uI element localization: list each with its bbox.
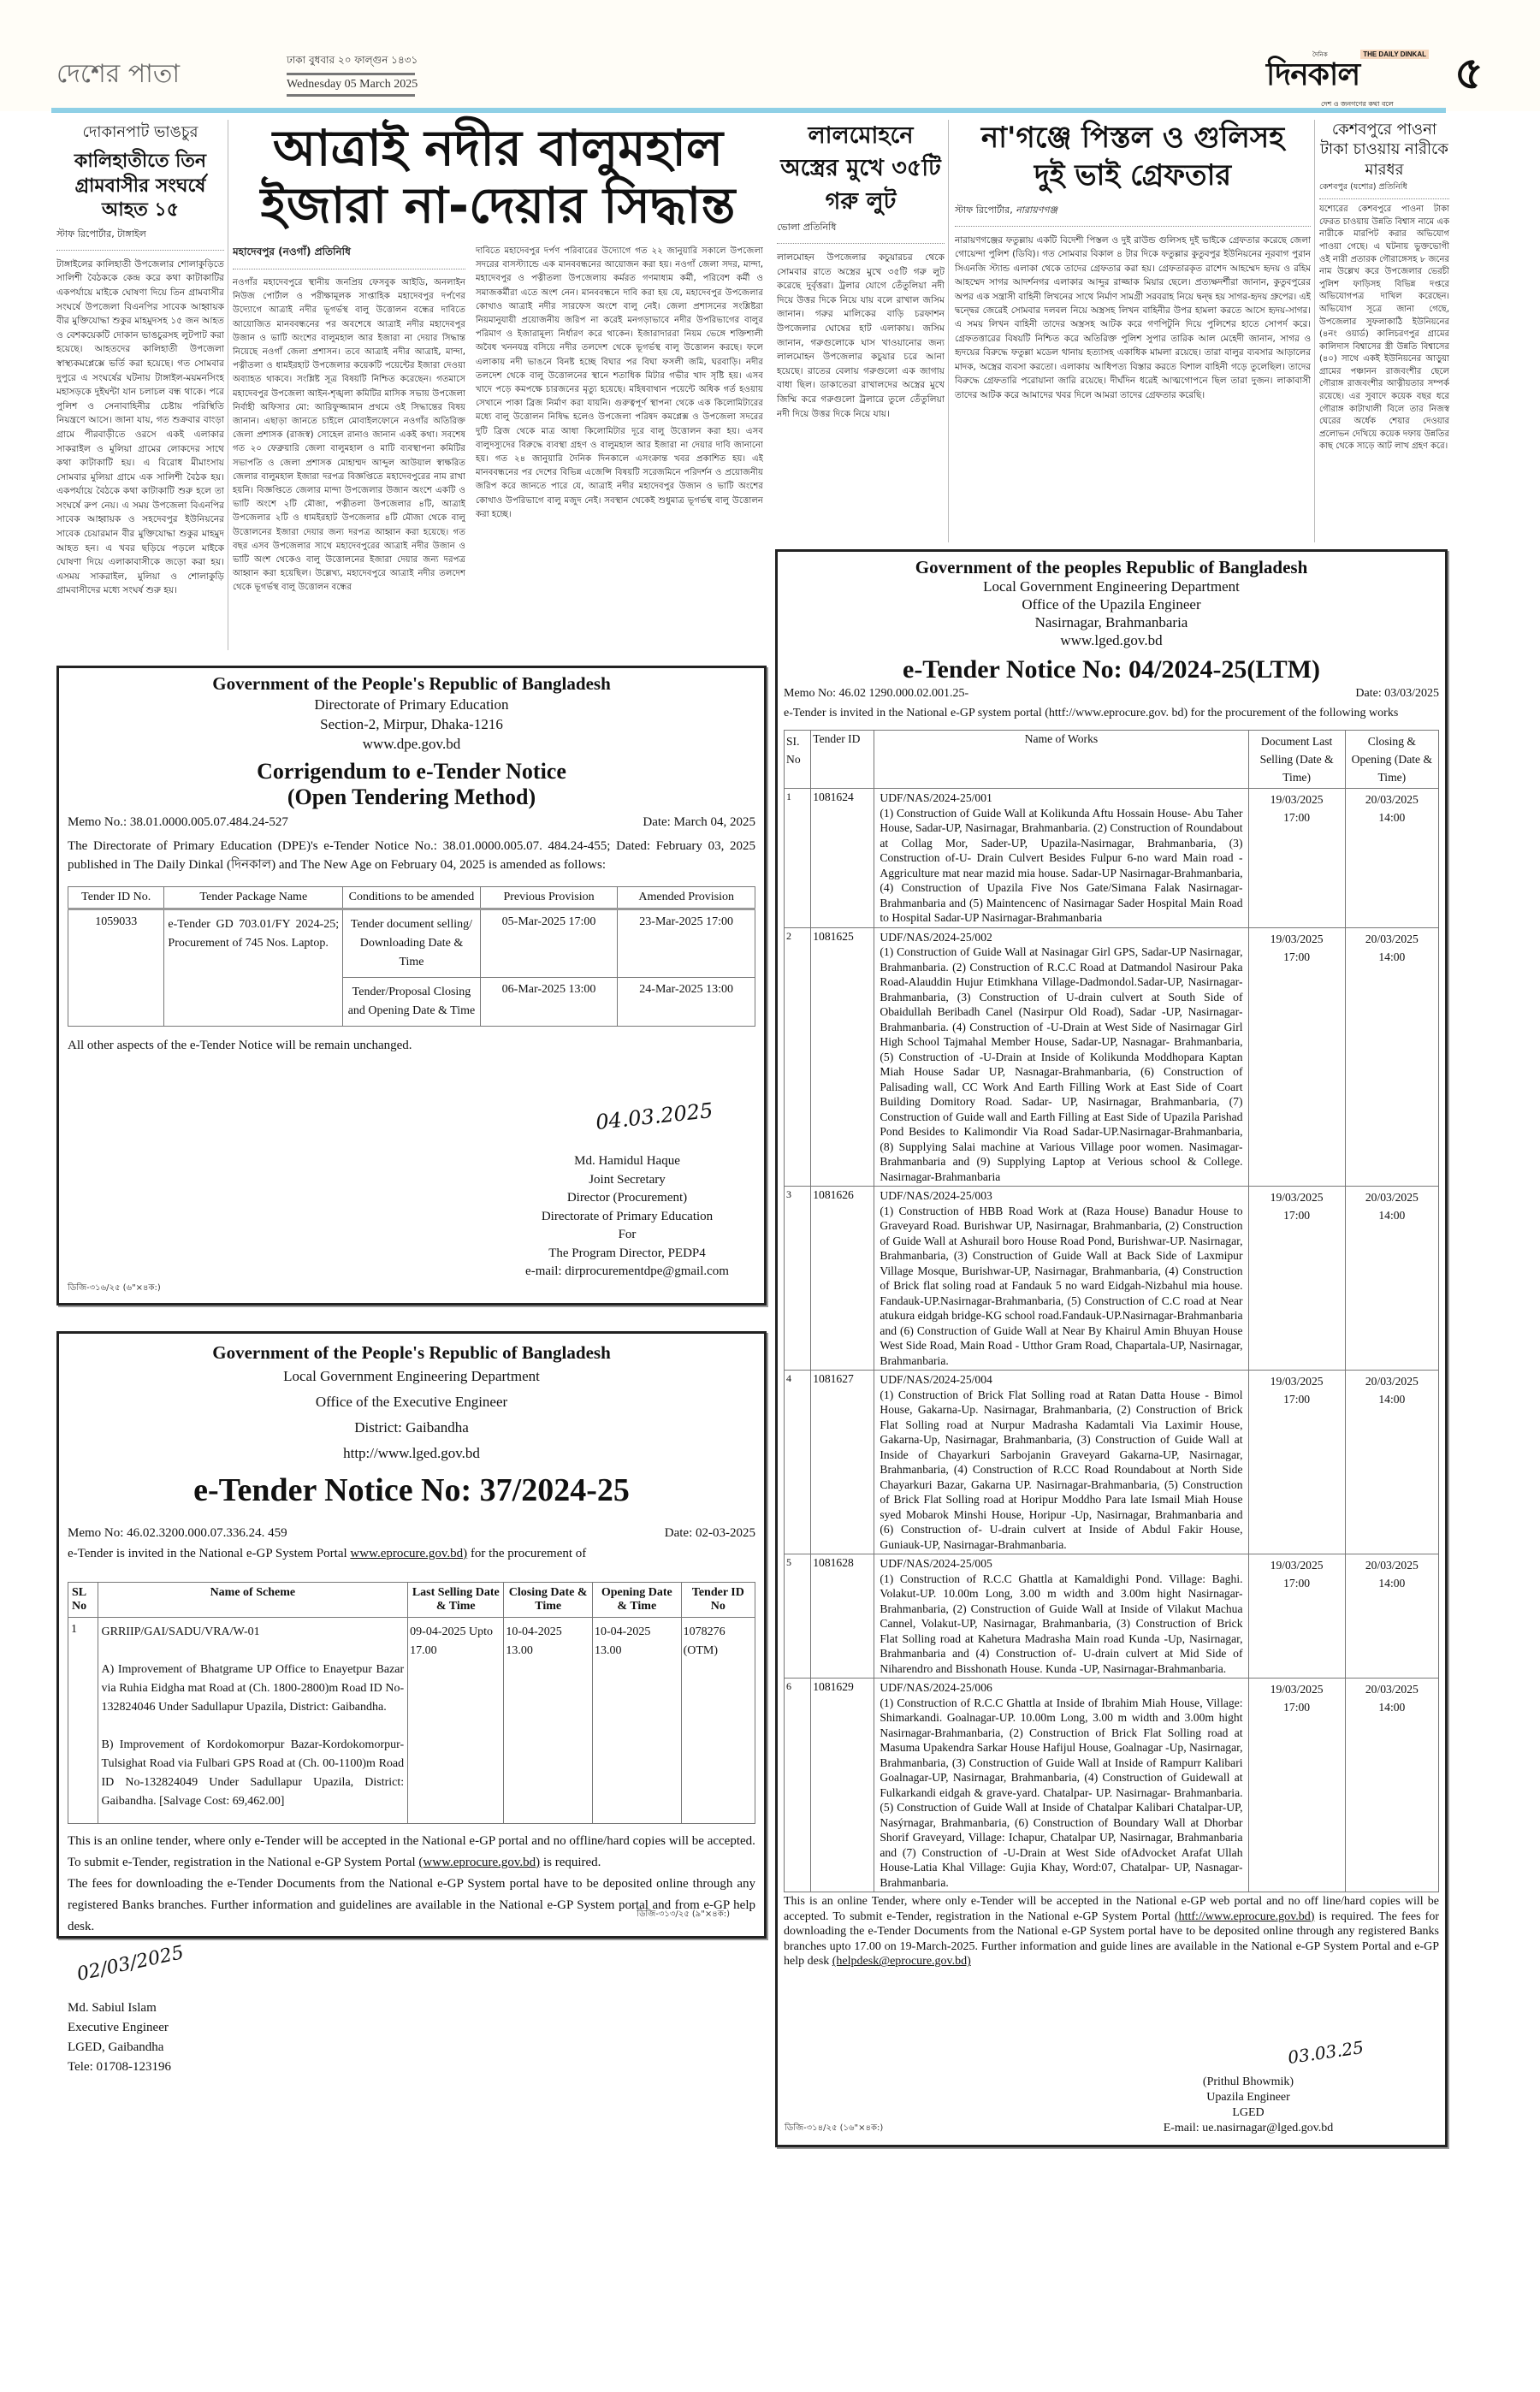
- notice-website[interactable]: www.dpe.gov.bd: [362, 736, 461, 752]
- memo-number: Memo No: 46.02 1290.000.02.001.25-: [784, 687, 969, 700]
- story-narayanganj: [955, 120, 1311, 542]
- table-header-row: [68, 1583, 755, 1618]
- story-byline: স্টাফ রিপোর্টার, টাঙ্গাইল: [56, 227, 224, 251]
- table-header-row: [785, 731, 1439, 789]
- selling-date-cell: 19/03/2025 17:00: [1248, 1371, 1345, 1554]
- story-body: টাঙ্গাইলের কালিহাতী উপজেলার শোলাকুড়িতে সালিশী বৈঠককে কেন্দ্র করে কথা কাটাকাটির একপর্যায়ে মাইকে ঘোষণা দিয়ে তিন গ্রামবাসীর সংঘর্ষে উপজেলা বিএনপির সাবেক আহ্বায়ক বীর মুক্তিযোদ্ধা শুকুর মাহমুদসহ ১৫ জন আহত ও বেশকয়েকটি দোকান ভাঙচুরসহ লুটপাট করা হয়েছে। আহতদের কালিহাতী উপজেলা স্বাস্থ্যকমপ্লেক্সে ভর্তি করা হয়েছে। গত সোমবার দুপুরে এ সংঘর্ষের ঘটনায় টাঙ্গাইল-ময়মনসিংহ মহাসড়কে দুইঘন্টা যান চলাচল বন্ধ থাকে। পরে পুলিশ ও সেনাবাহিনীর চেষ্টায় পরিস্থিতি নিয়ন্ত্রণে আসে। জানা যায়, গত শুক্রবার বাংড়া গ্রামে পীরবাড়ীতে ওরসে একই এলাকার সাকরাইল ও মুলিয়া গ্রামের লোকদের সাথে কথা কাটাকাটি হয়। এ বিরোধ মীমাংসায় সোমবার মুলিয়া গ্রামে এক সালিশী বৈঠক হয়। একপর্যায়ে বৈঠকে কথা কাটাকাটি শুরু হলে তা সংঘর্ষে রুপ নেয়। এ সময় উপজেলা বিএনপির সাবেক আহ্বায়ক ও সহদেবপুর ইউনিয়নের সাবেক চেয়ারমান বীর মুক্তিযোদ্ধা শুকুর মাহমুদ আহত হন। এ খবর ছড়িয়ে পড়লে মাইকে ঘোষণা দিয়ে এলাকাবাসীকে জড়ো করা হয়। এসময় সাকরাইল, মুলিয়া ও শোলাকুড়ি গ্রামবাসীদের মধ্যে সংঘর্ষ শুরু হয়।: [56, 258, 224, 596]
- newspaper-logo: [1266, 50, 1446, 110]
- story-lalmohan: [777, 120, 945, 542]
- table-header-row: [68, 887, 755, 909]
- story-byline: ভোলা প্রতিনিধি: [777, 220, 945, 244]
- notice-footer: [784, 1894, 1439, 1969]
- intro-text: e-Tender is invited in the National e-GP System Portal: [68, 1547, 347, 1560]
- column-header: Closing Date & Time: [504, 1583, 593, 1618]
- signatory-block: [499, 1152, 755, 1282]
- works-description: (1) Construction of R.C.C Ghattla at Inside of Ibrahim Miah House, Village: Shimarkandi. Goalnagar-UP. 10.00m Long, 3.00 m width and 3.00m hight Nasirnagar-Brahmanbaria, (2) Construction of Brick Flat Solling road at Masuma Upakendra Sarkar House Hafijul House, Goalnagar -Up, Nasirnagar, Brahmanbaria, (3) Construction of Guide Wall at Inside of Rampurr Kalibari Goalnagar-UP, Nasirnagar, Brahmanbaria, (4) Construction of Guidewall at Fulkarkandi eidgah & grave-yard. Chatalpar- UP. Nasirnagar- Brahmanbaria. (5) Construction of Guide Wall at Inside of Chatalpar Kalibari Chatalpar-UP, Nasýrnagar, Brahmanbaria, (6) Construction of Boundary Wall at Dhorbar Shorif Graveyard, Village: Ichapur, Chatalpar UP, Nasirnagar, Brahmanbaria and (7) Construction of -U-Drain at West Side ofAdvocket Arafat Ullah House-Latia Khal Village: Gujia Khay, Word:07, Chatalpar- UP, Nasnagar-Brahmanbaria.: [880, 1696, 1243, 1889]
- column-header: Closing & Opening (Date & Time): [1345, 731, 1438, 789]
- notice-website[interactable]: www.lged.gov.bd: [1060, 632, 1163, 648]
- notice-gaibandha: [56, 1331, 767, 2074]
- table-row: [68, 1618, 755, 1824]
- notice-location: Nasirnagar, Brahmanbaria: [1034, 614, 1188, 631]
- story-keshabpur: [1319, 120, 1449, 542]
- signatory-office: LGED, Gaibandha: [68, 2040, 164, 2054]
- tender-id-cell: 1081627: [811, 1371, 874, 1554]
- notice-footer-note: All other aspects of the e-Tender Notice will be remain unchanged.: [68, 1039, 412, 1052]
- eprocure-link[interactable]: (www.eprocure.gov.bd): [418, 1856, 541, 1869]
- package-code: UDF/NAS/2024-25/005: [880, 1557, 992, 1570]
- sl-cell: 6: [785, 1679, 811, 1892]
- helpdesk-email-link[interactable]: (helpdesk@eprocure.gov.bd): [832, 1955, 971, 1969]
- section-name: দেশের পাতা: [56, 59, 181, 89]
- signatory-phone: Tele: 01708-123196: [68, 2060, 172, 2074]
- signatory-office: Directorate of Primary Education: [541, 1209, 714, 1223]
- story-body: নারায়ণগঞ্জের ফতুল্লায় একটি বিদেশী পিস্তল ও দুই রাউন্ড গুলিসহ দুই ভাইকে গ্রেফতার করেছে জেলা গোয়েন্দা পুলিশ (ডিবি)। গত সোমবার বিকাল ৪ টার দিকে ফতুল্লার কুতুবপুর ইউনিয়নের নূরবাগ পুরান সিএনজি স্ট্যান্ড এলাকা থেকে তাদের গ্রেফতার করা হয়। গ্রেফতারকৃত রাশেদ আহম্মেদ হৃদয় ও রহিম আহম্মেদ সাগর আদর্শনগর এলাকার আব্দুর রাজ্জাক মিয়ার ছেলে। প্রত্যক্ষদর্শীরা জানান, কুতুবপুরের অপর এক সন্ত্রাসী বাহিনী লিখনের সাথে নির্মাণ সামগ্রী সরবরাহ নিয়ে দ্বন্দ্ব হয় সাগর-হৃদয় গ্রুপের। এই দ্বন্দ্বের জেরেই সোমবার দলবল নিয়ে অস্ত্রসহ লিখন বাহিনীর উপর হামলা করতে আসে হৃদয়-সাগর। এ সময় লিখন বাহিনী তাদের অস্ত্রসহ আটক করে গণপিটুনি দিয়ে পুলিশের হাতে সোপর্দ করে। গ্রেফতত্তারের বিষয়টি নিশ্চিত করে অতিরিক্ত পুলিশ সুপার তারিক আল মেহেদী জানান, সাগর ও হৃদয়ের বিরুদ্ধে ফতুল্লা মডেল থানায় হত্যাসহ একাধিক মামলা রয়েছে। তারা বালুর ব্যবসার আড়ালের মাদক, অস্ত্রের ব্যবসা করতো। এলাকায় আধিপত্য বিস্তার করতে বিশাল বাহিনী গড়ে তুলেছিল। তাদের বিরুদ্ধে গ্রেফতারি পরোয়ানা জারি রয়েছে। দীর্ঘদিন ধরেই আত্মগোপনে ছিল তারা দুজন। লাকাবাসী তাদের আটক করে আমাদের খবর দিলে আমরা তাদের গ্রেফতার করেছি।: [955, 235, 1311, 400]
- column-header: Opening Date & Time: [593, 1583, 682, 1618]
- tender-id-cell: 1081629: [811, 1679, 874, 1892]
- sl-cell: 1: [785, 789, 811, 928]
- condition-cell: Tender/Proposal Closing and Opening Date & Time: [343, 978, 481, 1027]
- story-headline-line1: না'গঞ্জে পিস্তল ও গুলিসহ: [980, 121, 1285, 155]
- notice-para-online: This is an online tender, where only e-Tender will be accepted in the National e-GP portal and no offline/hard copies will be accepted.: [68, 1834, 755, 1848]
- byline-location: নারায়ণগঞ্জ: [1016, 204, 1057, 216]
- works-cell: [874, 927, 1248, 1187]
- page-number: ৫: [1454, 48, 1484, 99]
- closing-date-cell: 20/03/2025 14:00: [1345, 789, 1438, 928]
- para-text: To submit e-Tender, registration in the National e-GP System Portal: [68, 1856, 416, 1869]
- byline-role: স্টাফ রিপোর্টার,: [955, 204, 1013, 216]
- package-name-cell: e-Tender GD 703.01/FY 2024-25; Procurement of 745 Nos. Laptop.: [164, 909, 343, 1027]
- works-cell: [874, 789, 1248, 928]
- signatory-title: Executive Engineer: [68, 2021, 169, 2034]
- story-headline-line1: আত্রাই নদীর বালুমহাল: [272, 119, 724, 177]
- previous-provision-cell: 05-Mar-2025 17:00: [480, 909, 618, 978]
- notice-district: District: Gaibandha: [354, 1419, 469, 1436]
- story-body: দাবিতে মহাদেবপুর দর্পণ পরিবারের উদ্যোগে গত ২২ জানুয়ারি সকালে উপজেলা সদরের বাসস্ট্যান্ডে এক মানববন্ধনের আয়োজন করা হয়। নওগাঁ জেলা সদর, মান্দা, মহাদেবপুর ও পত্নীতলা উপজেলায় কর্মরত গণমাধ্যম কর্মী, পরিবেশ কর্মী ও সমাজকর্মীরা এতে অংশ নেন। মানববন্ধনে দাবি করা হয় যে, মহাদেবপুর উপজেলার কোথাও আত্রাই নদীর সারফেস অংশে বালু নেই। জেলা প্রশাসনের সংশ্লিষ্টরা নিয়মানুযায়ী প্রয়োজনীয় জরিপ না করেই মনগড়াভাবে নদীর উপরিভাগের বালুর পরিমাণ ও ইজারামূল্য নির্ধারণ করে থাকেন। ইজারাদাররা নিয়ম ভেঙ্গে শক্তিশালী অবৈধ খননযন্ত্র বসিয়ে নদীর তলদেশ থেকে ভূগর্ভস্থ বালু উত্তোলন করছে। ফলে এলাকায় নদী ভাঙনে বিনষ্ট হচ্ছে বিঘার পর বিঘা ফসলী জমি, ঘরবাড়ি। নদীর তলদেশ থেকে বালু উত্তোলনের স্থানে শতাধিক মিটার গভীর খাদ সৃষ্টি হয়। এসব খাদে পড়ে কমপক্ষে চারজনের মৃত্যু হয়েছে। মহিষবাথান পয়েন্টে অধিক গর্ত হওয়ায় সেখানে পাকা ব্রিজ নির্মাণ করা যায়নি। গুরুত্বপূর্ণ স্থাপনা থেকে এক কিলোমিটারের মধ্যে বালু উত্তোলন নিষিদ্ধ হলেও উপজেলা পরিষদ কমপ্লেক্স ও উপজেলা সদরের দুটি ব্রিজ থেকে মাত্র আধা কিলোমিটার দূরে বালু উত্তোলন করা হয়। এসব বালুদস্যুদের বিরুদ্ধে ব্যবস্থা গ্রহণ ও বালুমহাল আর ইজারা না দেয়ার দাবি জানানো হয়। গত ২৪ জানুয়ারি দৈনিক দিনকালে এসংক্রান্ত খবর প্রকাশিত হয়। এই মানববন্ধনের পর দেশের বিভিন্ন এজেন্সি বিষয়টি সরেজমিনে পরিদর্শন ও প্রয়োজনীয় জরিপ করে জানতে পারে যে, আত্রাই নদীর মহাদেবপুর উজান ও ভাটি অংশের কোথাও উপরিভাগে বালু মজুদ নেই। সবস্থান থেকেই শুধুমাত্র ভূগর্ভস্থ বালু উত্তোলন করা হচ্ছে।: [476, 246, 763, 519]
- tender-id-cell: 1078276 (OTM): [681, 1618, 755, 1824]
- footer-text: This is an online Tender, where only e-Tender will be accepted in the National e-GP web portal and no off line/hard copies will be accepted. To submit e-Tender, registration in the National e-GP System Portal: [784, 1895, 1439, 1923]
- works-cell: [874, 1679, 1248, 1892]
- package-code: UDF/NAS/2024-25/004: [880, 1373, 992, 1386]
- notice-address-line: Section-2, Mirpur, Dhaka-1216: [320, 716, 503, 732]
- notice-government: Government of the People's Republic of Bangladesh: [212, 673, 611, 694]
- notice-title: e-Tender Notice No: 37/2024-25: [193, 1472, 630, 1508]
- scheme-code: GRRIIP/GAI/SADU/VRA/W-01: [101, 1625, 260, 1638]
- column-header: Conditions to be amended: [343, 887, 481, 909]
- selling-date-cell: 19/03/2025 17:00: [1248, 789, 1345, 928]
- works-table: [784, 730, 1439, 1892]
- story-headline-line2: ইজারা না-দেয়ার সিদ্ধান্ত: [260, 176, 736, 235]
- notice-meta: [68, 815, 755, 830]
- story-body: লালমোহন উপজেলার কচুয়ারচর থেকে সোমবার রাতে অস্ত্রের মুখে ৩৫টি গরু লুট করেছে দুর্বৃত্তরা। ট্রলার যোগে তেঁতুলিয়া নদী দিয়ে উত্তর দিকে নিয়ে যায় বলে রাখাল জসিম জানান। গরুর মালিকের বাড়ি চরফাশন উপজেলার ঘোষের হাট এলাকায়। জসিম জানান, গরুগুলোকে ঘাস খাওয়ানোর জন্য লালমোহন উপজেলার কচুয়ার চরে আনা হয়েছে। রাতের বেলায় গরুগুলো এক জাগায় বাধা ছিল। ডাকাতেরা রাখালদের অস্ত্রের মুখে জিম্মি করে গরুগুলো ট্রলারে তুলে তেঁতুলিয়া নদী দিয়ে উত্তর দিকে নিয়ে যায়।: [777, 252, 945, 419]
- package-code: UDF/NAS/2024-25/001: [880, 791, 992, 804]
- table-row: [785, 1371, 1439, 1554]
- footer-text: is required. The fees for downloading the e-Tender Documents from the National e-GP System portal have to be deposited online through any registered Banks branches upto 17.00 on 19-March-2025. Further information and guide lines are available in the National e-GP System Portal and e-GP help desk: [784, 1909, 1439, 1969]
- memo-number: Memo No: 46.02.3200.000.07.336.24. 459: [68, 1526, 287, 1540]
- column-header: Last Selling Date & Time: [408, 1583, 504, 1618]
- amended-provision-cell: 24-Mar-2025 13:00: [618, 978, 755, 1027]
- column-header: Tender ID No.: [68, 887, 164, 909]
- notice-office-line: Directorate of Primary Education: [314, 696, 509, 713]
- signatory-email[interactable]: e-mail: dirprocurementdpe@gmail.com: [525, 1264, 729, 1278]
- tender-id-cell: 1059033: [68, 909, 164, 1027]
- issue-date: [287, 53, 418, 97]
- story-body: যশোরের কেশবপুরে পাওনা টাকা ফেরত চাওয়ায় উন্নতি বিশ্বাস নামে এক নারীকে মারপিট করার অভিযোগ পাওয়া গেছে। এ ঘটনায় ভুক্তভোগী ওই নারী প্রতারক গৌরাঙ্গেসহ ৮ জনের নাম উল্লেখ করে উপজেলার ভেরচী পুলিশ ফাড়িসহ বিভিন্ন দপ্তরে অভিযোগপত্র দাখিল করেছেন। অভিযোগ সূত্রে জানা গেছে, উপজেলার সুফলাকাঠি ইউনিয়নের (৪নং ওয়ার্ড) কালিচরণপুর গ্রামের কালিদাস বিশ্বাসের স্ত্রী উন্নতি বিশ্বাসের (৪০) সাথে একই ইউনিয়নের আড়ুয়া গ্রামের পঞ্চানন রাজবংশীর ছেলে গৌরাঙ্গ রাজবংশীর আত্নীয়তার সম্পর্ক রয়েছে। এর সুবাদে কয়েক বছর ধরে গৌরাঙ্গ কাটাখালী বিলে তার নিজস্ব ঘেরের অর্ধেক শেয়ার দেওয়ার প্রলোভন দেখিয়ে কয়েক দফায় উন্নতির কাছ থেকে সাড়ে আট লাখ গ্রহণ করে।: [1319, 204, 1449, 452]
- works-description: (1) Construction of R.C.C Ghattla at Kamaldighi Pond. Village: Baghi. Volakut-UP. 10.00m Long, 3.00 m width and 3.00m hight Nasirnagar-Brahmanbaria, (2) Construction of Guide Wall at Inside of Vilakut Machua Cannel, Volakut-UP, Nasirnagar, Brahmanbaria, (3) Construction of Brick Flat Solling road at Kahetura Madrasha Main road Kunda -Up, Nasirnagar, Brahmanbaria and (4) Construction of- U-drain culvert at Mid Side of Niharendro and Bisshonath House. Kunda -UP, Nasirnagar-Brahmanbaria.: [880, 1572, 1243, 1675]
- works-description: (1) Construction of Brick Flat Solling road at Ratan Datta House - Bimol House, Gakarna-Up. Nasirnagar, Brahmanbaria, (2) Construction of Brick Flat Solling road at Nurpur Madrasha Kadamtali Via Laximir House, Gakarna-Up, Nasirnagar, Brahmanbaria, (3) Construction of Guide Wall at Inside of Chayarkuri Sarbojanin Graveyard Gakarna-UP, Nasirnagar, Brahmanbaria, (4) Construction of R.CC Road Roundabout at North Side Chayarkuri Bazar, Gakarna UP. Nasirnagar-Brahmanbaria, (5) Construction of Brick Flat Solling road at Horipur Moddho Para late Ismail Miah House syed Mobarok Minshi House, Horipur -Up, Nasirnagar, Brahmanbaria and (6) Construction of- U-drain culvert at Inside of Abdul Fakir House, Guniauk-UP, Nasirnagar-Brahmanbaria.: [880, 1388, 1243, 1551]
- notice-date: Date: 03/03/2025: [1355, 687, 1439, 700]
- notice-intro: [68, 1544, 755, 1563]
- signatory-email[interactable]: E-mail: ue.nasirnagar@lged.gov.bd: [1163, 2122, 1334, 2134]
- package-code: UDF/NAS/2024-25/002: [880, 930, 992, 944]
- works-description: (1) Construction of HBB Road Work at (Raza House) Banadur House to Graveyard Road. Burishwar UP, Nasirnagar, Brahmanbaria, (2) Construction of Guide Wall at Ashurail boro House Road Pond, Burishwar-UP. Nasirnagar, Brahmanbaria, (3) Construction of Guide Wall at Back Side of Laxmipur Village Mosque, Burishwar-UP, Nasirnagar, Brahmanbaria, (4) Construction of Brick flat soling road at Fandauk 5 no ward Eidgah-Nizbahul mia house. Fandauk-UP.Nasirnagar-Brahmanbaria, (5) Construction of C.C road at Near atukura eidgah bridge-KG school road.Fandauk-UP.Nasirnagar-Brahmanbaria and (6) Construction of Guide Wall at Near By Khairul Amin Bhuyan House West Side Road, Main Road - Utthor Gram Road, Chapartala-UP, Nasirnagar, Brahmanbaria.: [880, 1204, 1243, 1367]
- column-header: Amended Provision: [618, 887, 755, 909]
- scheme-item-a: A) Improvement of Bhatgrame UP Office to Enayetpur Bazar via Ruhia Eidgha mat Road at (Ch. 1800-2800)m Road ID No-132824046 Under Sadullapur Upazila, District: Gaibandha.: [101, 1663, 405, 1714]
- logo-small-label: দৈনিক: [1312, 51, 1328, 58]
- column-header: Document Last Selling (Date & Time): [1248, 731, 1345, 789]
- closing-date-cell: 20/03/2025 14:00: [1345, 1679, 1438, 1892]
- tender-id-cell: 1081624: [811, 789, 874, 928]
- dg-code: ডিজি-৩১৩/২৫ (৯"×৪ক:): [637, 1909, 730, 1919]
- previous-provision-cell: 06-Mar-2025 13:00: [480, 978, 618, 1027]
- signatory-block: [68, 1998, 755, 2077]
- notice-dpe-corrigendum: [56, 666, 767, 1306]
- scheme-cell: [98, 1618, 408, 1824]
- notice-meta: [784, 687, 1439, 701]
- story-atrai-col2: [476, 245, 763, 657]
- column-divider: [948, 120, 949, 542]
- notice-date: Date: 02-03-2025: [664, 1526, 755, 1540]
- story-atrai-col1: [233, 245, 465, 657]
- table-row: [68, 909, 755, 978]
- story-byline: [955, 203, 1311, 227]
- sl-cell: 5: [785, 1554, 811, 1679]
- signature-date: 02/03/2025: [74, 1942, 187, 1986]
- notice-nasirnagar: [775, 549, 1448, 2147]
- closing-date-cell: 20/03/2025 14:00: [1345, 927, 1438, 1187]
- signatory-name: Md. Sabiul Islam: [68, 2001, 157, 2015]
- selling-date-cell: 19/03/2025 17:00: [1248, 1679, 1345, 1892]
- notice-meta: [68, 1526, 755, 1541]
- eprocure-link[interactable]: www.eprocure.gov.bd): [350, 1547, 468, 1560]
- column-header: Name of Works: [874, 731, 1248, 789]
- notice-government: Government of the People's Republic of Bangladesh: [212, 1342, 611, 1363]
- story-headline-line2: দুই ভাই গ্রেফতার: [1034, 157, 1232, 192]
- table-row: [785, 789, 1439, 928]
- amendment-table: [68, 886, 755, 1027]
- story-headline: কেশবপুরে পাওনা টাকা চাওয়ায় নারীকে মারধর: [1320, 121, 1448, 179]
- story-headline: লালমোহনে অস্ত্রের মুখে ৩৫টি গরু লুট: [780, 122, 941, 215]
- signatory-block: [1137, 2075, 1359, 2136]
- notice-office-line: Local Government Engineering Department: [283, 1368, 540, 1384]
- sl-cell: 2: [785, 927, 811, 1187]
- closing-date-cell: 20/03/2025 14:00: [1345, 1554, 1438, 1679]
- signature: [594, 1098, 714, 1134]
- column-header: SL No: [68, 1583, 98, 1618]
- notice-office-line: Office of the Upazila Engineer: [1022, 596, 1201, 613]
- scheme-table: [68, 1582, 755, 1824]
- amended-provision-cell: 23-Mar-2025 17:00: [618, 909, 755, 978]
- sl-cell: 1: [68, 1618, 98, 1824]
- column-header: Tender ID: [811, 731, 874, 789]
- notice-title: Corrigendum to e-Tender Notice: [257, 759, 566, 784]
- logo-wordmark: দিনকাল: [1266, 57, 1360, 92]
- notice-title: e-Tender Notice No: 04/2024-25(LTM): [903, 655, 1320, 684]
- eprocure-link[interactable]: (httf://www.eprocure.gov.bd): [1174, 1909, 1315, 1923]
- signatory-for: For: [618, 1228, 637, 1241]
- table-row: [785, 927, 1439, 1187]
- story-kicker: দোকানপাট ভাঙচুর: [82, 123, 198, 141]
- dg-code: ডিজি-৩১৪/২৫ (১৬"×৪ক:): [785, 2123, 884, 2133]
- notice-office-line: Office of the Executive Engineer: [315, 1394, 508, 1410]
- notice-para-fees: The fees for downloading the e-Tender Documents from the National e-GP System portal have to be deposited online through any registered Banks branches. Further information and guidelines are available in the National e-GP System portal and from e-GP help desk.: [68, 1877, 755, 1933]
- story-body: নওগাঁর মহাদেবপুরে স্থানীয় জনপ্রিয় ফেসবুক আইডি, অনলাইন নিউজ পোর্টাল ও পরীক্ষামূলক সাপ্তাহিক মহাদেবপুর দর্পণের উদ্যোগে আত্রাই নদীর ভূগর্ভস্থ বালু উত্তোলন বন্ধের দাবিতে আয়োজিত মানববন্ধনের পর অবশেষে আত্রাই নদীর মহাদেবপুর উজান ও ভাটি অংশের বালুমহাল আর ইজারা না দেয়ার সিদ্ধান্ত নিয়েছে নওগাঁ জেলা প্রশাসন। তবে আত্রাই নদীর আত্রাই, মান্দা, পত্নীতলা ও ধামইরহাট উপজেলার কয়েকটি পয়েন্টের ইজারা দেওয়া অব্যাহত থাকবে। সংশ্লিষ্ট সূত্র বিষয়টি নিশ্চিত করেছেন। গতমাসে মহাদেবপুর উপজেলা আইন-শৃঙ্খলা কমিটির মাসিক সভায় উপজেলা নির্বাহী অফিসার মো: আরিফুজ্জামান প্রথমে ওই সিদ্ধান্তের বিষয় জানান। এছাড়া জানতে চাইলে মোবাইলফোনে নওগাঁর অতিরিক্ত জেলা প্রশাসক (রাজস্ব) সোহেল রানাও জানান একই কথা। সবশেষ গত ২০ ফেব্রুয়ারি জেলা বালুমহাল ও মাটি ব্যবস্থাপনা কমিটির সভাপতি ও জেলা প্রশাসক মোহাম্মদ আব্দুল আউয়াল স্বাক্ষরিত জেলার বালুমহাল ইজারা দরপত্র বিজ্ঞপ্তিতে মহাদেবপুরের নাম রাখা হয়নি। বিজ্ঞপ্তিতে জেলার মান্দা উপজেলার উজান অংশে একটি ও ভাটি অংশে ২টি মৌজা, পত্নীতলা উপজেলার ৪টি, আত্রাই উপজেলার ২টি ও ধামইরহাট উপজেলার ৪টি মৌজা থেকে বালু উত্তোলনের ইজারা দেয়ার জন্য দরপত্র আহ্বান করা হয়েছে। গত বছর এসব উপজেলার সাথে মহাদেবপুরের আত্রাই নদীর উজান ও ভাটি অংশ থেকেও বালু উত্তোলনের ইজারা দেয়ার জন্য দরপত্র আহ্বান করা হয়েছিল। উল্লেখ্য, মহাদেবপুরে আত্রাই নদীর তলদেশ থেকে ভূগর্ভস্থ বালু উত্তোলন বন্ধের: [233, 278, 465, 593]
- signature-date: 03.03.25: [1286, 2036, 1365, 2069]
- story-atrai: [233, 120, 763, 235]
- package-code: UDF/NAS/2024-25/006: [880, 1681, 992, 1694]
- selling-date-cell: 19/03/2025 17:00: [1248, 927, 1345, 1187]
- notice-para-registration: [68, 1852, 755, 1874]
- closing-date-cell: 20/03/2025 14:00: [1345, 1371, 1438, 1554]
- memo-number: Memo No.: 38.01.0000.005.07.484.24-527: [68, 815, 288, 829]
- table-row: [785, 1679, 1439, 1892]
- table-row: [785, 1554, 1439, 1679]
- column-header: Previous Provision: [480, 887, 618, 909]
- issue-date-bn: ঢাকা বুধবার ২০ ফাল্গুন ১৪৩১: [287, 53, 415, 75]
- signature: [1287, 2037, 1365, 2068]
- column-header: Tender Package Name: [164, 887, 343, 909]
- header-rule: [51, 108, 1446, 113]
- closing-date-cell: 20/03/2025 14:00: [1345, 1187, 1438, 1371]
- signatory-office: The Program Director, PEDP4: [548, 1246, 706, 1260]
- closing-cell: 10-04-2025 13.00: [504, 1618, 593, 1824]
- signatory-title: Joint Secretary: [589, 1172, 666, 1187]
- story-headline: কালিহাতীতে তিন গ্রামবাসীর সংঘর্ষে আহত ১৫: [74, 151, 207, 222]
- tender-id-cell: 1081626: [811, 1187, 874, 1371]
- notice-date: Date: March 04, 2025: [643, 815, 755, 829]
- column-header: Tender ID No: [681, 1583, 755, 1618]
- logo-tagline: দেশ ও জনগণের কথা বলে: [1321, 100, 1394, 108]
- sl-cell: 4: [785, 1371, 811, 1554]
- works-cell: [874, 1187, 1248, 1371]
- notice-subtitle: (Open Tendering Method): [287, 785, 536, 809]
- notice-website[interactable]: http://www.lged.gov.bd: [343, 1445, 480, 1461]
- notice-government: Government of the peoples Republic of Bangladesh: [915, 557, 1308, 577]
- story-byline: মহাদেবপুর (নওগাঁ) প্রতিনিধি: [233, 245, 465, 269]
- signatory-title: Upazila Engineer: [1206, 2091, 1290, 2104]
- tender-id-cell: 1081628: [811, 1554, 874, 1679]
- signatory-title: Director (Procurement): [566, 1191, 688, 1205]
- package-code: UDF/NAS/2024-25/003: [880, 1189, 992, 1202]
- intro-text: for the procurement of: [470, 1547, 587, 1560]
- last-selling-cell: 09-04-2025 Upto 17.00: [408, 1618, 504, 1824]
- opening-cell: 10-04-2025 13.00: [593, 1618, 682, 1824]
- sl-cell: 3: [785, 1187, 811, 1371]
- signature: [75, 1942, 186, 1986]
- signatory-name: (Prithul Bhowmik): [1202, 2075, 1294, 2088]
- works-description: (1) Construction of Guide Wall at Kolikunda Aftu Hossain House- Abu Taher House, Sadar-UP, Nasirnagar, Brahmanbaria. (2) Construction of Roundabout at Collag Mor, Sader-UP, Upazila-Nasirnagar, Brahmanbaria, (3) Construction of-U- Drain Culvert Besides Fulpur 6-no ward Main road - Aggriculture mat near mazid mia house. Sadar-UP Nasirnagar-Brahmanbaria, (4) Construction of Upazila Five Nos Gate/Simana Falak Nasirnagar-Brahmanbaria and (5) Maintencenc of Nasirnagar Sader Hospital Main Road to Hospital Sadar-UP Nasirnagar-Brahmanbaria: [880, 806, 1243, 924]
- signatory-office: LGED: [1232, 2106, 1265, 2119]
- works-cell: [874, 1554, 1248, 1679]
- story-byline: কেশবপুর (যশোর) প্রতিনিধি: [1319, 181, 1449, 199]
- column-divider: [1314, 120, 1315, 542]
- dg-code: ডিজি-৩১৬/২৫ (৬"×৪ক:): [68, 1283, 161, 1293]
- table-row: [785, 1187, 1439, 1371]
- works-cell: [874, 1371, 1248, 1554]
- notice-office-line: Local Government Engineering Department: [983, 578, 1240, 595]
- story-kalihati: [56, 120, 224, 657]
- column-header: Name of Scheme: [98, 1583, 408, 1618]
- works-description: (1) Construction of Guide Wall at Nasinagar Girl GPS, Sadar-UP Nasirnagar, Brahmanbaria. (2) Construction of R.C.C Road at Datmandol Nasirour Paka Road-Alauddin Hujur Etimkhana Village-Dadmondol.Sadar-UP, Nasirnagar-Brahmanbaria, (3) Construction of U-drain culvert at South Side of Obaidullah Beribadh Canel (Nasirpur Old Road), Sadar -UP, Nasirnagar-Brahmanbaria. (4) Construction of -U-Drain at West Side of Nasirnagar Girl High School Tajmahal Member House, Sadar-UP, Nasnagar- Brahmanbaria, (5) Construction of -U-Drain at Inside of Kolikunda Moddhopara Kaptan Miah House Sadar UP, Nasnagar-Brahmanbaria, (6) Construction of Palisading wall, CC Work And Earth Filling Work at East Side of Coart Building Domitory Road. Sadar- UP, Nasirnagar, Brahmanbaria, (7) Construction of Guide wall and Earth Filling at East Side of Upazila Parishad Pond Besides to Kalimondir Via Road Sadar-UP.Nasirnagar-Brahmanbaria, (8) Supplying Salai machine at Various Village poor women. Nasimagar-Brahmanbaria and (9) Supplying Laptop at Verious school & College. Nasirnagar-Brahmanbaria: [880, 945, 1243, 1183]
- column-header: SI. No: [785, 731, 811, 789]
- scheme-item-b: B) Improvement of Kordokomorpur Bazar-Kordokomorpur-Tulsighat Road via Fulbari GPS Road at (Ch. 00-1100)m Road ID No-132824049 Under Sadullapur Upazila, District: Gaibandha. [Salvage Cost: 69,462.00]: [101, 1738, 405, 1808]
- notice-intro: The Directorate of Primary Education (DPE)'s e-Tender Notice No.: 38.01.0000.005.07. 484.24-455; Dated: February 03, 2025 published in The Daily Dinkal (দিনকাল) and The New Age on February 04, 2025 is amended as follows:: [68, 839, 755, 872]
- tender-id-cell: 1081625: [811, 927, 874, 1187]
- selling-date-cell: 19/03/2025 17:00: [1248, 1554, 1345, 1679]
- issue-date-en: Wednesday 05 March 2025: [287, 75, 415, 97]
- condition-cell: Tender document selling/ Downloading Date & Time: [343, 909, 481, 978]
- selling-date-cell: 19/03/2025 17:00: [1248, 1187, 1345, 1371]
- signature-date: 04.03.2025: [594, 1098, 714, 1135]
- para-text: is required.: [542, 1856, 601, 1869]
- notice-intro: e-Tender is invited in the National e-GP system portal (httf://www.eprocure.gov. bd) for the procurement of the following works: [784, 707, 1399, 719]
- logo-tag: THE DAILY DINKAL: [1360, 50, 1429, 59]
- signatory-name: Md. Hamidul Haque: [574, 1154, 680, 1168]
- works-table-body: [785, 789, 1439, 1892]
